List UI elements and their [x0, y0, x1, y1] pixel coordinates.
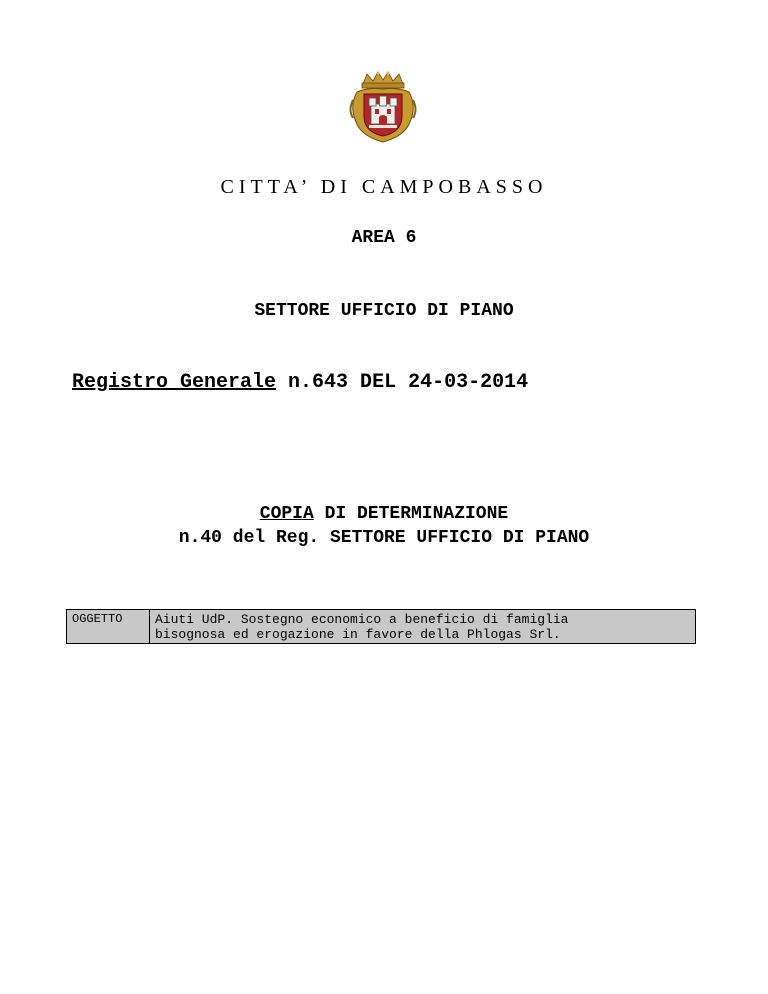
registro-value: n.643 DEL 24-03-2014: [276, 371, 529, 394]
coat-of-arms-icon: [347, 70, 419, 146]
oggetto-table: [66, 609, 696, 644]
oggetto-line-2: bisognosa ed erogazione in favore della Phlogas Srl.: [155, 627, 561, 642]
oggetto-text: [150, 610, 696, 644]
oggetto-line-1: Aiuti UdP. Sostegno economico a beneficio di famiglia: [155, 612, 569, 627]
copia-label: COPIA: [259, 504, 314, 524]
city-name: CITTA’ DI CAMPOBASSO: [220, 176, 548, 198]
oggetto-label: OGGETTO: [67, 610, 150, 644]
registro-label: Registro Generale: [72, 371, 277, 394]
settore-heading: SETTORE UFFICIO DI PIANO: [254, 301, 514, 321]
title-rest: DI DETERMINAZIONE: [313, 504, 509, 524]
area-heading: AREA 6: [351, 228, 417, 248]
document-title: [0, 504, 768, 524]
registro-generale: [72, 371, 528, 394]
determinazione-number: n.40 del Reg. SETTORE UFFICIO DI PIANO: [178, 528, 590, 548]
